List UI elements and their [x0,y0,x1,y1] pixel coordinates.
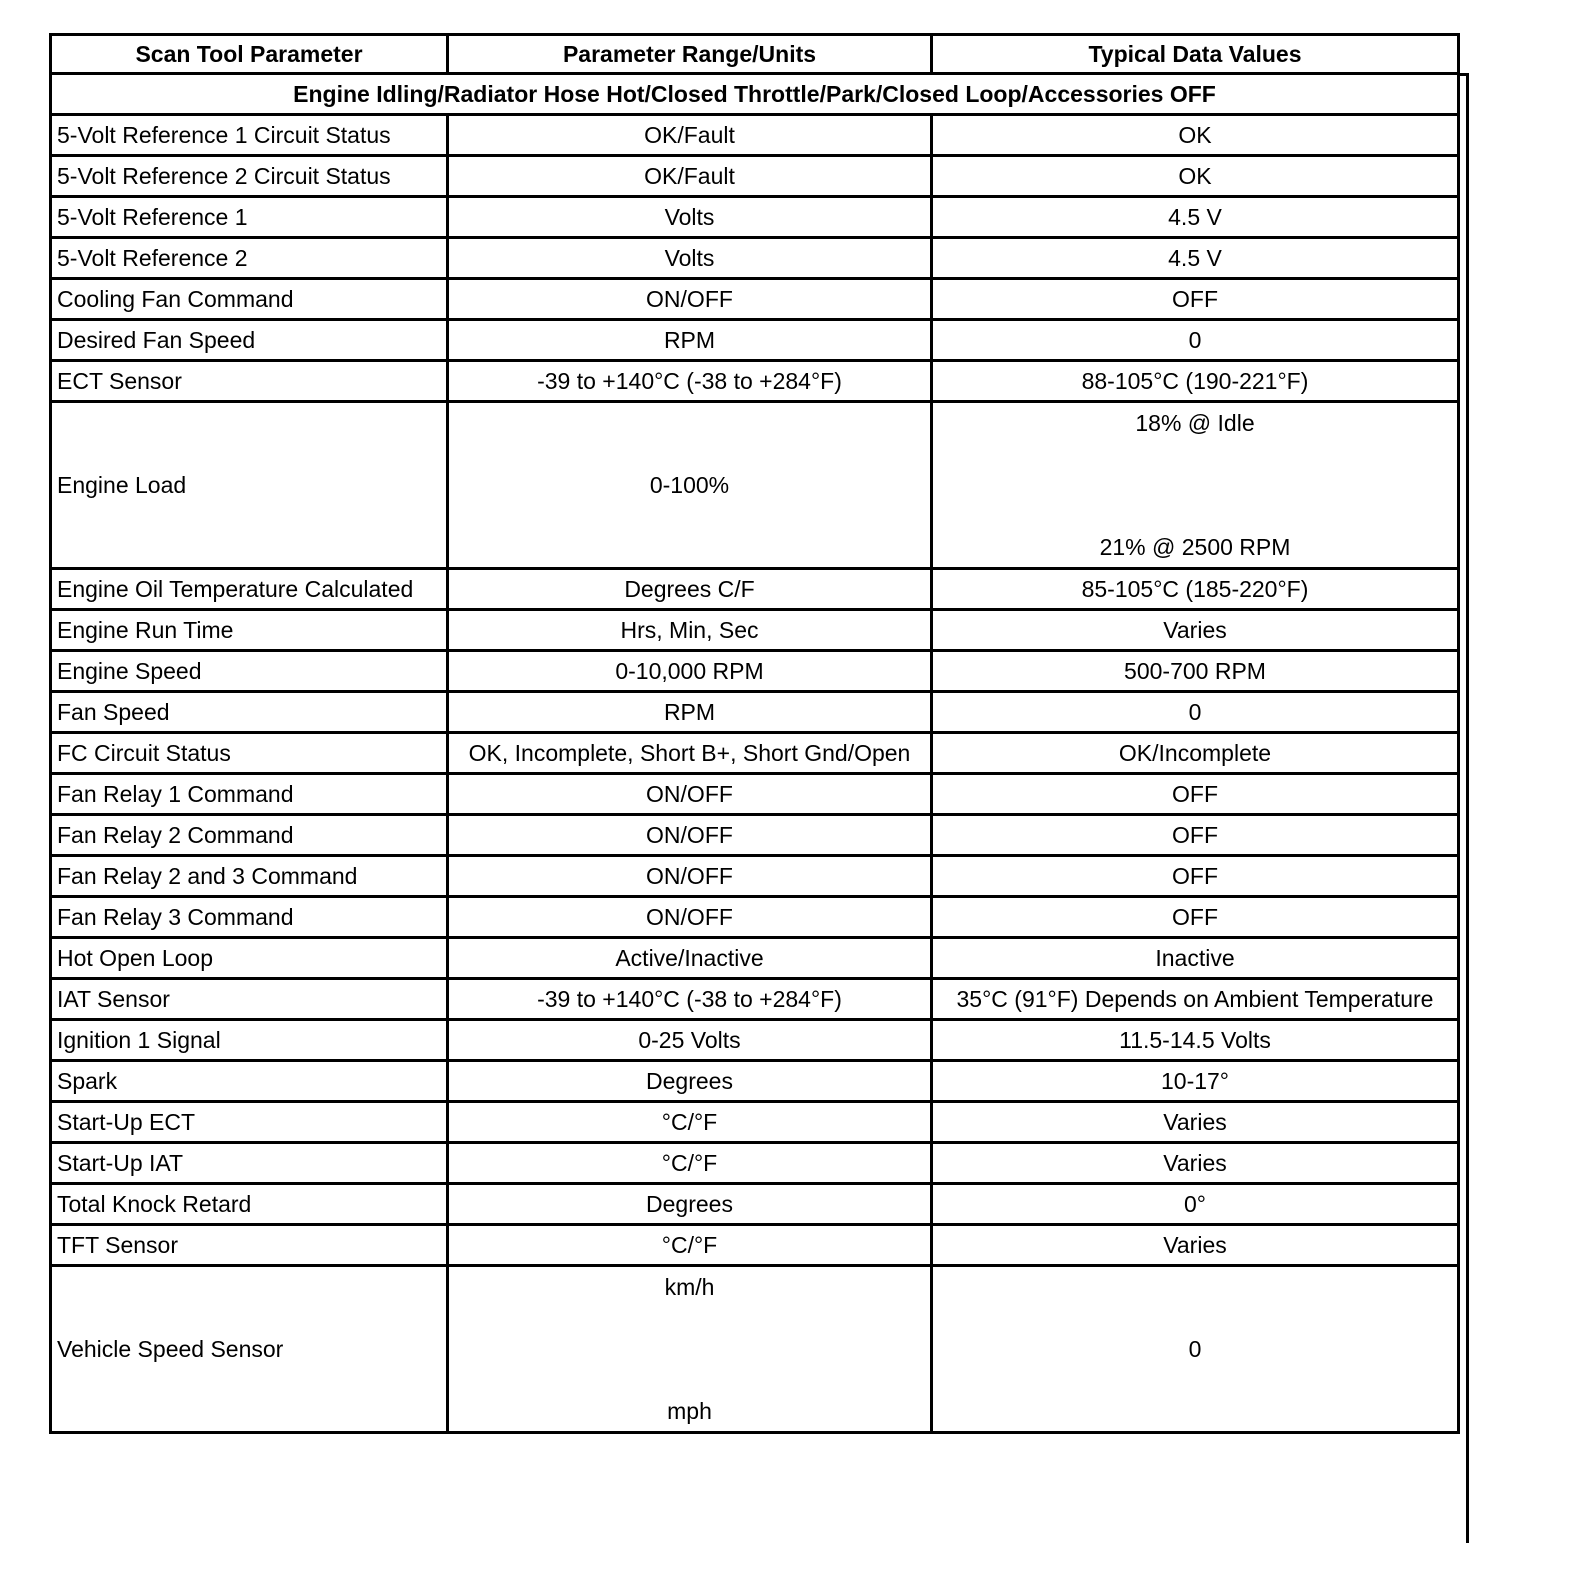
cell-parameter: 5-Volt Reference 1 Circuit Status [51,115,448,156]
table-row [51,1225,1459,1266]
cell-range: Volts [448,197,932,238]
cell-parameter: Fan Relay 2 and 3 Command [51,856,448,897]
cell-typical: OK/Incomplete [932,733,1459,774]
cell-parameter: Fan Relay 1 Command [51,774,448,815]
cell-range: 0-100% [448,402,932,569]
cell-range: Hrs, Min, Sec [448,610,932,651]
cell-range: Degrees C/F [448,569,932,610]
cell-typical: Varies [932,610,1459,651]
table-row [51,1102,1459,1143]
cell-typical: OFF [932,856,1459,897]
cell-typical: 500-700 RPM [932,651,1459,692]
typical-top: 18% @ Idle [1135,410,1255,436]
table-row [51,815,1459,856]
table-row [51,238,1459,279]
range-top: km/h [664,1274,715,1300]
table-row [51,856,1459,897]
table-row [51,279,1459,320]
cell-parameter: Fan Relay 2 Command [51,815,448,856]
cell-parameter: Desired Fan Speed [51,320,448,361]
cell-parameter: Spark [51,1061,448,1102]
cell-parameter: 5-Volt Reference 2 Circuit Status [51,156,448,197]
table-row [51,897,1459,938]
cell-typical: OK [932,156,1459,197]
cell-typical: 4.5 V [932,238,1459,279]
table-row [51,1020,1459,1061]
cell-typical: Varies [932,1102,1459,1143]
cell-parameter: 5-Volt Reference 2 [51,238,448,279]
cell-typical: 85-105°C (185-220°F) [932,569,1459,610]
cell-parameter: Start-Up ECT [51,1102,448,1143]
cell-range: -39 to +140°C (-38 to +284°F) [448,361,932,402]
table-row [51,1266,1459,1433]
cell-typical: 0 [932,692,1459,733]
cell-range: ON/OFF [448,897,932,938]
cell-range: Volts [448,238,932,279]
table-row [51,979,1459,1020]
cell-typical: Varies [932,1143,1459,1184]
cell-parameter: IAT Sensor [51,979,448,1020]
cell-parameter: Cooling Fan Command [51,279,448,320]
cell-parameter: Ignition 1 Signal [51,1020,448,1061]
cell-typical: Varies [932,1225,1459,1266]
typical-stack [933,410,1457,560]
cell-parameter: Fan Speed [51,692,448,733]
table-row [51,692,1459,733]
cell-range: RPM [448,692,932,733]
table-row [51,156,1459,197]
cell-range: °C/°F [448,1225,932,1266]
cell-typical: 0 [932,320,1459,361]
cell-parameter: Vehicle Speed Sensor [51,1266,448,1433]
condition-text: Engine Idling/Radiator Hose Hot/Closed Throttle/Park/Closed Loop/Accessories OFF [51,74,1459,115]
table-row [51,569,1459,610]
table-row [51,1184,1459,1225]
table-row [51,610,1459,651]
cell-parameter: FC Circuit Status [51,733,448,774]
cell-typical: OFF [932,897,1459,938]
cell-parameter: Engine Speed [51,651,448,692]
cell-range: RPM [448,320,932,361]
table-row [51,115,1459,156]
table-row [51,361,1459,402]
cell-range: Degrees [448,1184,932,1225]
scan-tool-data-table-frame [49,33,1469,1434]
cell-typical: 11.5-14.5 Volts [932,1020,1459,1061]
cell-parameter: Engine Oil Temperature Calculated [51,569,448,610]
table-row [51,938,1459,979]
cell-range: ON/OFF [448,815,932,856]
table-row [51,197,1459,238]
cell-typical: Inactive [932,938,1459,979]
cell-typical: 0 [932,1266,1459,1433]
cell-range: OK, Incomplete, Short B+, Short Gnd/Open [448,733,932,774]
cell-parameter: 5-Volt Reference 1 [51,197,448,238]
scan-tool-data-table [49,33,1460,1434]
cell-typical: 35°C (91°F) Depends on Ambient Temperature [932,979,1459,1020]
cell-range: 0-25 Volts [448,1020,932,1061]
cell-range-multiline [448,1266,932,1433]
cell-parameter: Engine Load [51,402,448,569]
header-row [51,35,1459,74]
cell-typical: 0° [932,1184,1459,1225]
table-row [51,402,1459,569]
header-typical-data-values: Typical Data Values [932,35,1459,74]
table-row [51,733,1459,774]
table-row [51,774,1459,815]
table-row [51,1061,1459,1102]
header-scan-tool-parameter: Scan Tool Parameter [51,35,448,74]
cell-typical: OK [932,115,1459,156]
table-row [51,320,1459,361]
cell-typical: OFF [932,774,1459,815]
cell-parameter: Total Knock Retard [51,1184,448,1225]
cell-range: -39 to +140°C (-38 to +284°F) [448,979,932,1020]
cell-range: °C/°F [448,1143,932,1184]
header-parameter-range-units: Parameter Range/Units [448,35,932,74]
table-row [51,651,1459,692]
typical-bottom: 21% @ 2500 RPM [1099,534,1291,560]
cell-typical: 4.5 V [932,197,1459,238]
cell-range: ON/OFF [448,856,932,897]
cell-parameter: Start-Up IAT [51,1143,448,1184]
table-right-rule [1457,73,1469,1543]
cell-parameter: Fan Relay 3 Command [51,897,448,938]
cell-range: ON/OFF [448,774,932,815]
cell-range: Active/Inactive [448,938,932,979]
cell-range: ON/OFF [448,279,932,320]
cell-typical-multiline [932,402,1459,569]
range-bottom: mph [667,1398,712,1424]
cell-typical: 10-17° [932,1061,1459,1102]
cell-range: 0-10,000 RPM [448,651,932,692]
cell-parameter: Hot Open Loop [51,938,448,979]
cell-range: OK/Fault [448,156,932,197]
cell-parameter: TFT Sensor [51,1225,448,1266]
cell-typical: OFF [932,815,1459,856]
range-stack [449,1274,930,1424]
table-row [51,1143,1459,1184]
condition-row [51,74,1459,115]
cell-parameter: Engine Run Time [51,610,448,651]
cell-typical: 88-105°C (190-221°F) [932,361,1459,402]
cell-range: Degrees [448,1061,932,1102]
cell-range: °C/°F [448,1102,932,1143]
cell-range: OK/Fault [448,115,932,156]
cell-typical: OFF [932,279,1459,320]
cell-parameter: ECT Sensor [51,361,448,402]
